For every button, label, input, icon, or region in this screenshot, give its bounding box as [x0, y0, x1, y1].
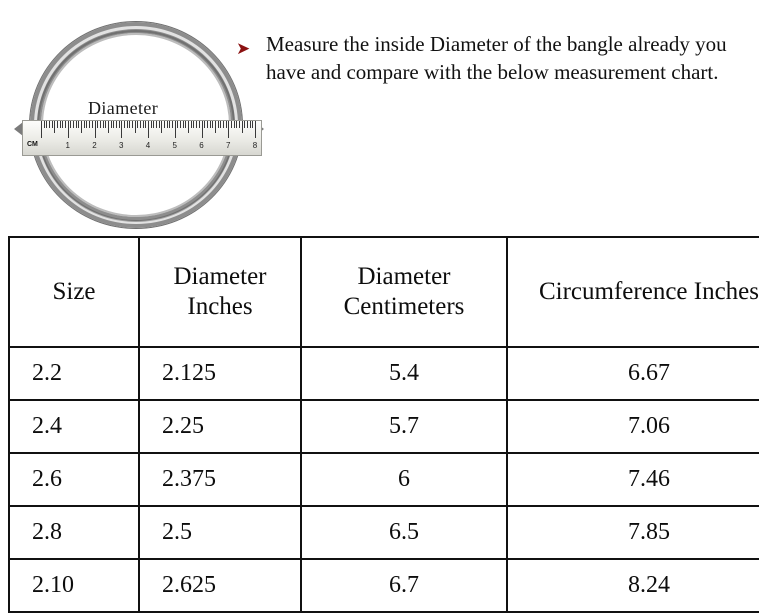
ruler-tick [191, 121, 192, 128]
ruler-tick [52, 121, 53, 128]
ruler-tick [97, 121, 98, 128]
cell-diameter-inches: 2.625 [139, 559, 301, 612]
table-row [9, 347, 759, 400]
ruler-tick [196, 121, 197, 128]
ruler-number: 3 [119, 141, 124, 150]
cell-size: 2.2 [9, 347, 139, 400]
ruler-tick [252, 121, 253, 128]
ruler-tick [228, 121, 229, 138]
illustration-area [0, 0, 759, 236]
ruler-tick [44, 121, 45, 128]
ruler-tick [247, 121, 248, 128]
ruler-number: 2 [92, 141, 97, 150]
instruction-text: Measure the inside Diameter of the bangle already you have and compare with the below measurement chart. [266, 32, 727, 84]
cell-diameter-inches: 2.5 [139, 506, 301, 559]
ruler-tick [239, 121, 240, 128]
ruler-number: 7 [226, 141, 231, 150]
ruler-tick [70, 121, 71, 128]
ruler-tick [41, 121, 42, 138]
ruler-tick [172, 121, 173, 128]
ruler-tick [137, 121, 138, 128]
ruler-tick [129, 121, 130, 128]
cell-circumference-inches: 7.06 [507, 400, 759, 453]
ruler-tick [223, 121, 224, 128]
instruction-block [236, 30, 746, 86]
ruler-tick [86, 121, 87, 128]
ruler-tick [108, 121, 109, 133]
table-row [9, 453, 759, 506]
ruler-tick [250, 121, 251, 128]
ruler-tick [143, 121, 144, 128]
ruler-tick [242, 121, 243, 133]
ruler-tick [60, 121, 61, 128]
ruler-tick [73, 121, 74, 128]
ruler-tick [68, 121, 69, 138]
ruler-tick [140, 121, 141, 128]
ruler-tick [132, 121, 133, 128]
ruler-tick [255, 121, 256, 138]
cell-size: 2.6 [9, 453, 139, 506]
column-header-diameter-inches: Diameter Inches [139, 237, 301, 347]
ruler-icon [22, 120, 262, 156]
ruler-tick [231, 121, 232, 128]
ruler-tick [103, 121, 104, 128]
ruler-tick [218, 121, 219, 128]
ruler-tick [188, 121, 189, 133]
ruler-tick [169, 121, 170, 128]
ruler-tick [54, 121, 55, 133]
ruler-number: 5 [172, 141, 177, 150]
ruler-tick [244, 121, 245, 128]
ruler-tick [78, 121, 79, 128]
ruler-tick [113, 121, 114, 128]
ruler-tick [62, 121, 63, 128]
table-row [9, 559, 759, 612]
ruler-tick [202, 121, 203, 138]
ruler-tick [177, 121, 178, 128]
ruler-number: 4 [145, 141, 151, 150]
ruler-tick [100, 121, 101, 128]
diameter-label: Diameter [88, 98, 159, 118]
table-row [9, 400, 759, 453]
cell-size: 2.8 [9, 506, 139, 559]
ruler-tick [124, 121, 125, 128]
ruler-tick [57, 121, 58, 128]
ruler-tick [199, 121, 200, 128]
cell-diameter-cm: 5.4 [301, 347, 507, 400]
cell-diameter-inches: 2.375 [139, 453, 301, 506]
cell-diameter-inches: 2.125 [139, 347, 301, 400]
ruler-tick [156, 121, 157, 128]
ruler-tick [212, 121, 213, 128]
cell-diameter-cm: 6.5 [301, 506, 507, 559]
ruler-tick [127, 121, 128, 128]
ruler-tick [105, 121, 106, 128]
ruler-tick [92, 121, 93, 128]
ruler-tick [89, 121, 90, 128]
ruler-tick [164, 121, 165, 128]
column-header-size: Size [9, 237, 139, 347]
ruler-tick [145, 121, 146, 128]
ruler-tick [148, 121, 149, 138]
cell-circumference-inches: 8.24 [507, 559, 759, 612]
ruler-tick [65, 121, 66, 128]
column-header-circumference-inches: Circumference Inches [507, 237, 759, 347]
ruler-tick [234, 121, 235, 128]
ruler-tick [84, 121, 85, 128]
ruler-tick [159, 121, 160, 128]
ruler-tick [119, 121, 120, 128]
ruler-tick [153, 121, 154, 128]
ruler-tick [81, 121, 82, 133]
ruler-tick [180, 121, 181, 128]
ruler-tick [204, 121, 205, 128]
table-row [9, 506, 759, 559]
cell-diameter-cm: 6 [301, 453, 507, 506]
ruler-tick [207, 121, 208, 128]
ruler-tick [161, 121, 162, 133]
ruler-tick [183, 121, 184, 128]
table-header-row [9, 237, 759, 347]
ruler-tick [210, 121, 211, 128]
ruler-number: 8 [252, 141, 258, 150]
ruler-tick [175, 121, 176, 138]
ruler-tick [151, 121, 152, 128]
cell-circumference-inches: 7.46 [507, 453, 759, 506]
cell-size: 2.4 [9, 400, 139, 453]
cell-diameter-inches: 2.25 [139, 400, 301, 453]
ruler-tick [76, 121, 77, 128]
cell-diameter-cm: 5.7 [301, 400, 507, 453]
ruler-tick [193, 121, 194, 128]
column-header-diameter-centimeters: Diameter Centimeters [301, 237, 507, 347]
ruler-tick [215, 121, 216, 133]
ruler-tick [220, 121, 221, 128]
cell-circumference-inches: 7.85 [507, 506, 759, 559]
ruler-tick [49, 121, 50, 128]
ruler-tick [111, 121, 112, 128]
ruler-tick [46, 121, 47, 128]
ruler-tick [167, 121, 168, 128]
cell-size: 2.10 [9, 559, 139, 612]
arrow-bullet-icon: ➤ [236, 39, 251, 58]
cell-circumference-inches: 6.67 [507, 347, 759, 400]
size-chart-table [8, 236, 759, 613]
ruler-tick [236, 121, 237, 128]
ruler-unit-label: CM [27, 141, 38, 148]
ruler-number: 1 [65, 141, 70, 150]
ruler-tick [226, 121, 227, 128]
ruler-tick [95, 121, 96, 138]
ruler-tick [135, 121, 136, 133]
ruler-tick [116, 121, 117, 128]
cell-diameter-cm: 6.7 [301, 559, 507, 612]
ruler-tick [121, 121, 122, 138]
ruler-tick [185, 121, 186, 128]
ruler-number: 6 [199, 141, 204, 150]
